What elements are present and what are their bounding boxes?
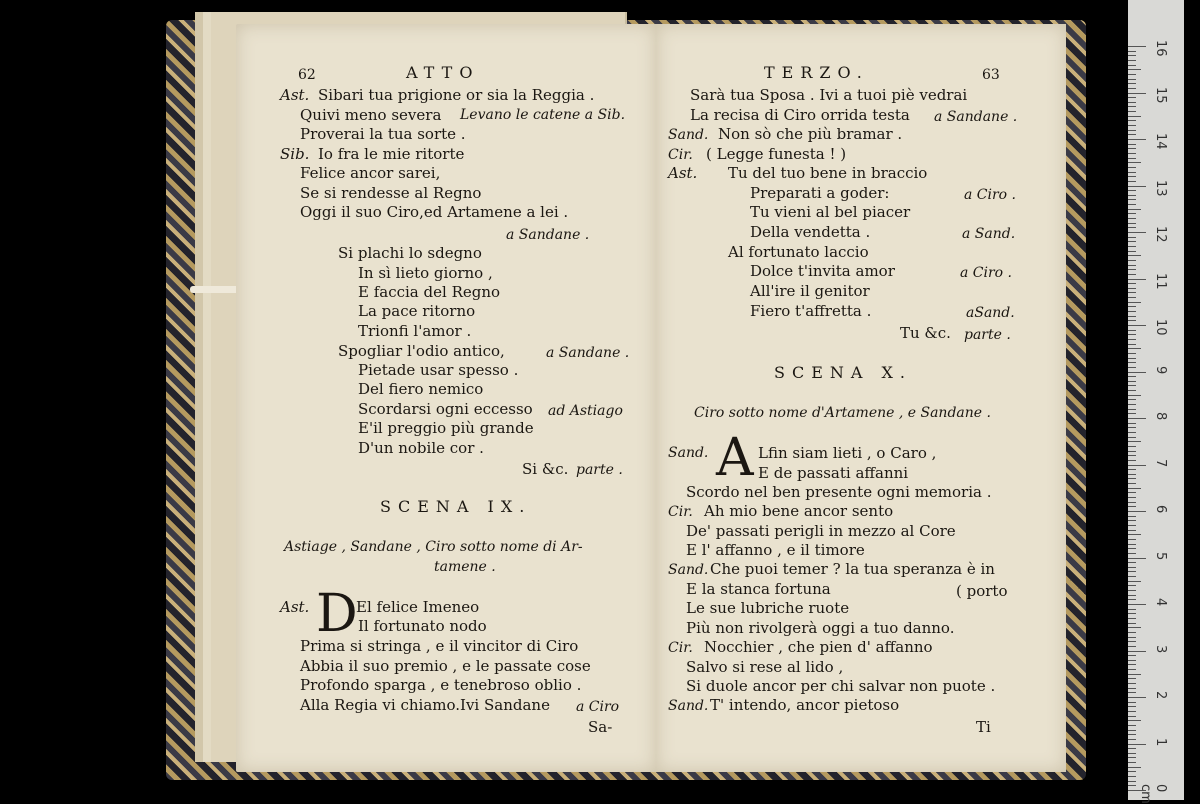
stage-direction: a Sand.	[962, 226, 1016, 242]
ruler-tick	[1128, 595, 1136, 596]
ruler-tick	[1128, 139, 1146, 140]
ruler-label: 4	[1153, 598, 1168, 607]
ruler-tick	[1128, 730, 1136, 731]
ruler-tick	[1128, 162, 1141, 163]
ruler-tick	[1128, 204, 1136, 205]
ruler-tick	[1128, 381, 1136, 382]
ruler-label: 0 cm	[1138, 784, 1168, 804]
ruler-tick	[1128, 74, 1136, 75]
verse-line: Lfin siam lieti , o Caro ,	[758, 444, 937, 462]
ruler-tick	[1128, 618, 1136, 619]
ruler-tick	[1128, 190, 1136, 191]
ruler-tick	[1128, 637, 1136, 638]
verse-line: Si &c.	[522, 460, 569, 478]
verse-line: Io fra le mie ritorte	[318, 145, 465, 163]
stage-direction: a Sandane .	[546, 345, 630, 361]
ruler-tick	[1128, 576, 1136, 577]
verse-line: E l' affanno , e il timore	[686, 541, 865, 559]
speaker: Ast.	[668, 164, 698, 182]
ruler-tick	[1128, 102, 1136, 103]
bookmark-string	[190, 286, 242, 293]
verse-line: Più non rivolgerà oggi a tuo danno.	[686, 619, 955, 637]
ruler-label: 11	[1153, 272, 1168, 290]
verse-line: De' passati perigli in mezzo al Core	[686, 522, 956, 540]
verse-line: Proverai la tua sorte .	[300, 125, 466, 143]
scene-characters: tamene .	[434, 559, 496, 575]
ruler-tick	[1128, 613, 1136, 614]
ruler-tick	[1128, 623, 1136, 624]
ruler-tick	[1128, 353, 1136, 354]
ruler-tick	[1128, 409, 1136, 410]
ruler-tick	[1128, 213, 1136, 214]
ruler-tick	[1128, 167, 1136, 168]
ruler-tick	[1128, 502, 1136, 503]
ruler-tick	[1128, 199, 1136, 200]
verse-line: La pace ritorno	[358, 302, 476, 320]
ruler-tick	[1128, 195, 1136, 196]
ruler-tick	[1128, 553, 1136, 554]
ruler-tick	[1128, 288, 1136, 289]
ruler-tick	[1128, 655, 1136, 656]
ruler-tick	[1128, 158, 1136, 159]
drop-cap: A	[716, 428, 754, 488]
drop-cap: D	[316, 584, 358, 644]
ruler-tick	[1128, 432, 1136, 433]
verse-line: Preparati a goder:	[750, 184, 890, 202]
ruler-tick	[1128, 93, 1146, 94]
ruler-tick	[1128, 306, 1136, 307]
ruler-tick	[1128, 237, 1136, 238]
scene-heading: SCENA IX.	[380, 497, 532, 516]
ruler-label: 16	[1153, 40, 1168, 57]
ruler-tick	[1128, 539, 1136, 540]
verse-line: Al fortunato laccio	[728, 243, 869, 261]
speaker: Ast.	[280, 86, 310, 104]
ruler-tick	[1128, 516, 1136, 517]
scene-heading: SCENA X.	[774, 363, 912, 382]
ruler-tick	[1128, 260, 1136, 261]
ruler-tick	[1128, 176, 1136, 177]
ruler-tick	[1128, 720, 1141, 721]
ruler-tick	[1128, 88, 1136, 89]
ruler-tick	[1128, 660, 1136, 661]
verse-line: Si plachi lo sdegno	[338, 244, 482, 262]
stage-direction: a Sandane .	[934, 109, 1018, 125]
ruler-tick	[1128, 334, 1136, 335]
ruler-tick	[1128, 404, 1136, 405]
ruler-tick	[1128, 520, 1136, 521]
ruler-tick	[1128, 385, 1136, 386]
ruler-tick	[1128, 669, 1136, 670]
verse-line: Dolce t'invita amor	[750, 262, 895, 280]
verse-line: Se si rendesse al Regno	[300, 184, 482, 202]
ruler-tick	[1128, 427, 1136, 428]
ruler-tick	[1128, 274, 1136, 275]
ruler-label: 13	[1153, 179, 1168, 197]
ruler-tick	[1128, 581, 1141, 582]
ruler-tick	[1128, 181, 1136, 182]
stage-direction: a Ciro .	[960, 265, 1013, 281]
ruler-tick	[1128, 771, 1136, 772]
ruler-tick	[1128, 362, 1136, 363]
ruler-tick	[1128, 492, 1136, 493]
ruler-tick	[1128, 725, 1136, 726]
ruler-label: 5	[1153, 551, 1168, 560]
ruler-tick	[1128, 130, 1136, 131]
verse-line: Scordarsi ogni eccesso	[358, 400, 533, 418]
page-number: 62	[298, 67, 316, 83]
ruler-tick	[1128, 372, 1146, 373]
ruler-tick	[1128, 753, 1136, 754]
ruler-tick	[1128, 55, 1136, 56]
ruler-tick	[1128, 762, 1136, 763]
ruler-tick	[1128, 609, 1136, 610]
ruler-label: 7	[1153, 458, 1168, 467]
ruler-tick	[1128, 246, 1136, 247]
running-head: ATTO	[406, 63, 480, 82]
ruler-tick	[1128, 455, 1136, 456]
ruler-tick	[1128, 367, 1136, 368]
verse-line: D'un nobile cor .	[358, 439, 484, 457]
ruler-tick	[1128, 241, 1136, 242]
verse-line: Profondo sparga , e tenebroso oblio .	[300, 676, 582, 694]
verse-line: Ah mio bene ancor sento	[704, 502, 894, 520]
speaker: Sand.	[668, 698, 709, 714]
verse-line: E'il preggio più grande	[358, 419, 534, 437]
ruler-tick	[1128, 585, 1136, 586]
ruler-tick	[1128, 232, 1146, 233]
ruler-tick	[1128, 120, 1136, 121]
ruler-tick	[1128, 534, 1141, 535]
verse-line: Scordo nel ben presente ogni memoria .	[686, 483, 992, 501]
ruler-tick	[1128, 46, 1146, 47]
verse-line: Le sue lubriche ruote	[686, 599, 850, 617]
ruler-tick	[1128, 153, 1136, 154]
ruler-tick	[1128, 134, 1136, 135]
stage-direction: Levano le catene a Sib.	[460, 107, 626, 123]
ruler-label: 14	[1153, 133, 1168, 150]
ruler-tick	[1128, 702, 1136, 703]
verse-line: Abbia il suo premio , e le passate cose	[300, 657, 591, 675]
verse-line: Felice ancor sarei,	[300, 164, 441, 182]
ruler-tick	[1128, 548, 1136, 549]
speaker: Sand.	[668, 445, 709, 461]
verse-line: Oggi il suo Ciro,ed Artamene a lei .	[300, 203, 569, 221]
ruler-tick	[1128, 65, 1136, 66]
ruler-tick	[1128, 325, 1146, 326]
speaker: Sib.	[280, 145, 310, 163]
speaker: Sand.	[668, 127, 709, 143]
ruler-tick	[1128, 558, 1146, 559]
stage-direction: ad Astiago	[548, 403, 623, 419]
ruler-tick	[1128, 148, 1136, 149]
ruler-tick	[1128, 767, 1141, 768]
ruler-tick	[1128, 678, 1136, 679]
ruler-tick	[1128, 632, 1136, 633]
speaker: Cir.	[668, 147, 693, 163]
ruler-tick	[1128, 706, 1136, 707]
ruler-tick	[1128, 223, 1136, 224]
scene-characters: Astiage , Sandane , Ciro sotto nome di Ar-	[284, 539, 583, 555]
verse-line: Salvo si rese al lido ,	[686, 658, 844, 676]
ruler-tick	[1128, 478, 1136, 479]
stage-direction: aSand.	[966, 305, 1015, 321]
ruler-tick	[1128, 144, 1136, 145]
verse-line: Trionfi l'amor .	[358, 322, 472, 340]
ruler-tick	[1128, 571, 1136, 572]
ruler-tick	[1128, 51, 1136, 52]
ruler-tick	[1128, 506, 1136, 507]
verse-line: Pietade usar spesso .	[358, 361, 519, 379]
ruler-tick	[1128, 692, 1136, 693]
ruler-tick	[1128, 209, 1141, 210]
verse-line: Alla Regia vi chiamo.Ivi Sandane	[300, 696, 550, 714]
speaker: Ast.	[280, 598, 310, 616]
ruler-tick	[1128, 376, 1136, 377]
verse-line: All'ire il genitor	[750, 282, 870, 300]
ruler-tick	[1128, 451, 1136, 452]
speaker: Cir.	[668, 504, 693, 520]
verse-line: Tu &c.	[900, 324, 951, 342]
ruler-tick	[1128, 358, 1136, 359]
ruler-tick	[1128, 251, 1136, 252]
running-head: TERZO.	[764, 63, 869, 82]
speaker: Sand.	[668, 562, 709, 578]
ruler-tick	[1128, 218, 1136, 219]
ruler-label: 8	[1153, 412, 1168, 421]
ruler-tick	[1128, 283, 1136, 284]
stage-direction: a Sandane .	[506, 227, 590, 243]
ruler-tick	[1128, 413, 1136, 414]
ruler-tick	[1128, 446, 1136, 447]
ruler-tick	[1128, 269, 1136, 270]
ruler-tick	[1128, 683, 1136, 684]
ruler-tick	[1128, 511, 1146, 512]
verse-line: Sarà tua Sposa . Ivi a tuoi piè vedrai	[690, 86, 968, 104]
ruler-tick	[1128, 79, 1136, 80]
verse-line: Spogliar l'odio antico,	[338, 342, 505, 360]
verse-line: Non sò che più bramar .	[718, 125, 903, 143]
ruler-tick	[1128, 716, 1136, 717]
ruler-tick	[1128, 316, 1136, 317]
ruler-tick	[1128, 711, 1136, 712]
ruler-tick	[1128, 60, 1136, 61]
ruler-tick	[1128, 292, 1136, 293]
left-page	[236, 24, 656, 772]
ruler-tick	[1128, 330, 1136, 331]
ruler-tick	[1128, 111, 1136, 112]
ruler-tick	[1128, 344, 1136, 345]
verse-line: Fiero t'affretta .	[750, 302, 872, 320]
verse-line: Il fortunato nodo	[358, 617, 487, 635]
ruler-tick	[1128, 697, 1146, 698]
ruler-tick	[1128, 311, 1136, 312]
ruler-label: 3	[1153, 644, 1168, 653]
ruler-tick	[1128, 641, 1136, 642]
verse-aside: ( porto	[956, 582, 1008, 600]
ruler-tick	[1128, 227, 1136, 228]
ruler-tick	[1128, 339, 1136, 340]
right-page	[656, 24, 1066, 772]
ruler-tick	[1128, 302, 1141, 303]
verse-line: E la stanca fortuna	[686, 580, 831, 598]
ruler-tick	[1128, 106, 1136, 107]
ruler-tick	[1128, 423, 1136, 424]
ruler-tick	[1128, 781, 1136, 782]
ruler-tick	[1128, 441, 1141, 442]
catchword: Ti	[976, 718, 991, 736]
ruler-tick	[1128, 744, 1146, 745]
stage-direction: a Ciro	[576, 699, 620, 715]
ruler-tick	[1128, 562, 1136, 563]
ruler-tick	[1128, 297, 1136, 298]
ruler-tick	[1128, 483, 1136, 484]
ruler-label: 12	[1153, 226, 1168, 243]
ruler-tick	[1128, 544, 1136, 545]
verse-line: La recisa di Ciro orrida testa	[690, 106, 910, 124]
measurement-ruler	[1128, 0, 1184, 804]
ruler-tick	[1128, 530, 1136, 531]
verse-line: T' intendo, ancor pietoso	[710, 696, 900, 714]
ruler-tick	[1128, 97, 1136, 98]
ruler-label: 9	[1153, 365, 1168, 374]
verse-line: Tu del tuo bene in braccio	[728, 164, 928, 182]
ruler-label: 15	[1153, 86, 1168, 104]
ruler-label: 1	[1153, 737, 1168, 746]
verse-line: Nocchier , che pien d' affanno	[704, 638, 933, 656]
ruler-label: 6	[1153, 505, 1168, 514]
ruler-tick	[1128, 488, 1141, 489]
ruler-tick	[1128, 460, 1136, 461]
ruler-tick	[1128, 688, 1136, 689]
verse-line: Che puoi temer ? la tua speranza è in	[710, 560, 995, 578]
ruler-tick	[1128, 186, 1146, 187]
stage-direction: parte .	[576, 462, 623, 478]
ruler-tick	[1128, 627, 1141, 628]
ruler-tick	[1128, 348, 1141, 349]
ruler-tick	[1128, 320, 1136, 321]
ruler-tick	[1128, 399, 1136, 400]
stage-direction: parte .	[964, 327, 1011, 343]
ruler-label: 2	[1153, 691, 1168, 700]
ruler-tick	[1128, 567, 1136, 568]
ruler-tick	[1128, 497, 1136, 498]
verse-line: Della vendetta .	[750, 223, 871, 241]
ruler-tick	[1128, 664, 1136, 665]
ruler-tick	[1128, 395, 1141, 396]
ruler-tick	[1128, 590, 1136, 591]
ruler-tick	[1128, 83, 1136, 84]
ruler-tick	[1128, 599, 1136, 600]
ruler-tick	[1128, 390, 1136, 391]
verse-line: ( Legge funesta ! )	[706, 145, 847, 163]
ruler-tick	[1128, 437, 1136, 438]
ruler-tick	[1128, 469, 1136, 470]
verse-line: In sì lieto giorno ,	[358, 264, 493, 282]
verse-line: Si duole ancor per chi salvar non puote .	[686, 677, 996, 695]
ruler-tick	[1128, 279, 1146, 280]
ruler-tick	[1128, 739, 1136, 740]
ruler-tick	[1128, 651, 1146, 652]
verse-line: E faccia del Regno	[358, 283, 501, 301]
ruler-tick	[1128, 748, 1136, 749]
verse-line: Tu vieni al bel piacer	[750, 203, 911, 221]
ruler-tick	[1128, 757, 1136, 758]
ruler-tick	[1128, 116, 1141, 117]
scene-characters: Ciro sotto nome d'Artamene , e Sandane .	[694, 405, 991, 421]
ruler-tick	[1128, 265, 1136, 266]
ruler-tick	[1128, 776, 1136, 777]
ruler-label: 10	[1153, 319, 1168, 336]
ruler-tick	[1128, 525, 1136, 526]
verse-line: Quivi meno severa	[300, 106, 442, 124]
verse-line: E de passati affanni	[758, 464, 909, 482]
ruler-tick	[1128, 646, 1136, 647]
ruler-tick	[1128, 255, 1141, 256]
ruler-tick	[1128, 172, 1136, 173]
verse-line: Del fiero nemico	[358, 380, 484, 398]
ruler-tick	[1128, 465, 1146, 466]
ruler-tick	[1128, 785, 1136, 786]
ruler-tick	[1128, 604, 1146, 605]
catchword: Sa-	[588, 718, 613, 736]
ruler-tick	[1128, 734, 1136, 735]
stage-direction: a Ciro .	[964, 187, 1017, 203]
speaker: Cir.	[668, 640, 693, 656]
page-number: 63	[982, 67, 1000, 83]
verse-line: Prima si stringa , e il vincitor di Ciro	[300, 637, 579, 655]
ruler-tick	[1128, 418, 1146, 419]
ruler-tick	[1128, 474, 1136, 475]
verse-line: Sibari tua prigione or sia la Reggia .	[318, 86, 595, 104]
ruler-tick	[1128, 69, 1141, 70]
verse-line: El felice Imeneo	[356, 598, 480, 616]
ruler-tick	[1128, 674, 1141, 675]
ruler-tick	[1128, 125, 1136, 126]
